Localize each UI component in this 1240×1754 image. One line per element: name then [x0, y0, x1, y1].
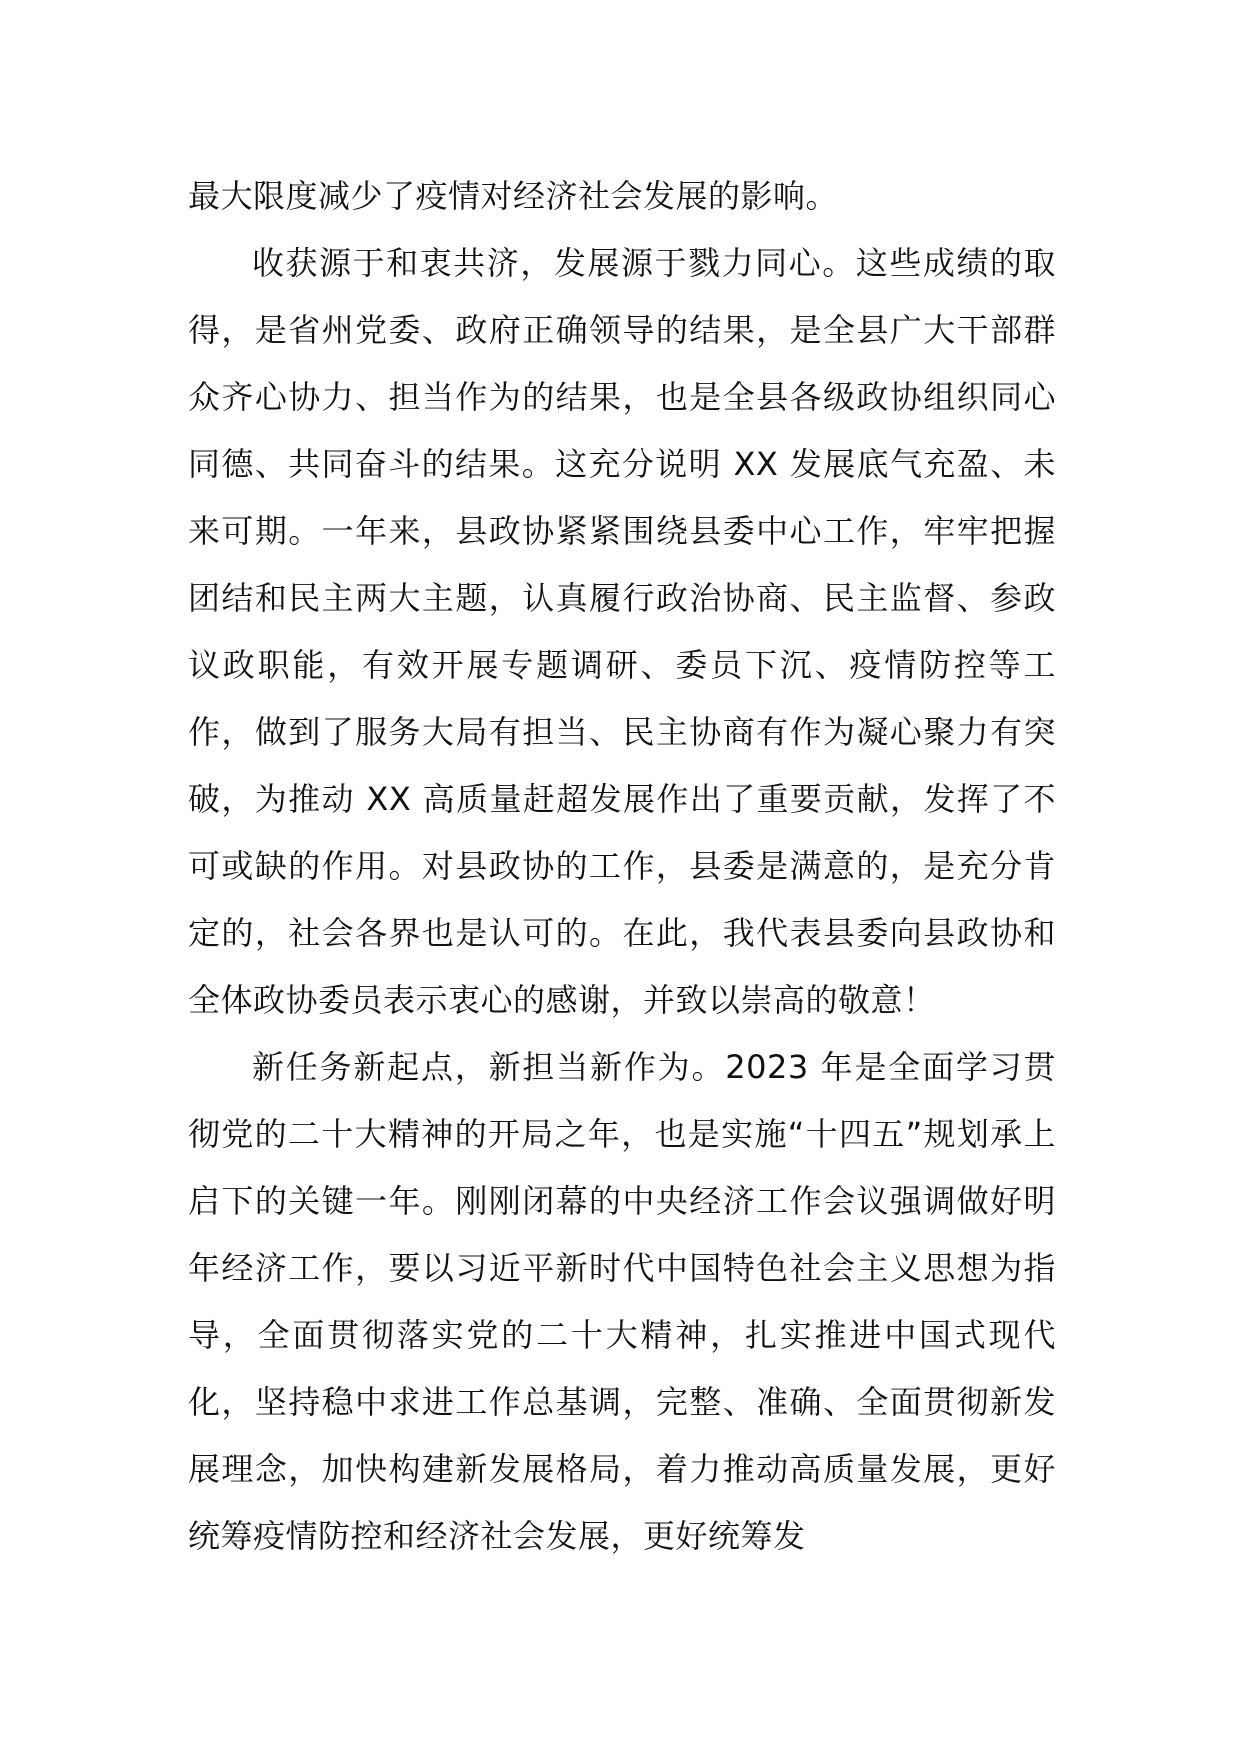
paragraph-achievements: 收获源于和衷共济，发展源于戮力同心。这些成绩的取得，是省州党委、政府正确领导的结果，是全县广大干部群众齐心协力、担当作为的结果，也是全县各级政协组织同心同德、共同奋斗的结果。这充分说明 XX 发展底气充盈、未来可期。一年来，县政协紧紧围绕县委中心工作，牢牢把握团结和民主两大主题，认真履行政治协商、民主监督、参政议政职能，有效开展专题调研、委员下沉、疫情防控等工作，做到了服务大局有担当、民主协商有作为凝心聚力有突破，为推动 XX 高质量赶超发展作出了重要贡献，发挥了不可或缺的作用。对县政协的工作，县委是满意的，是充分肯定的，社会各界也是认可的。在此，我代表县委向县政协和全体政协委员表示衷心的感谢，并致以崇高的敬意！: [188, 244, 1056, 1019]
body-text: [188, 163, 1056, 1570]
paragraph-new-tasks: 新任务新起点，新担当新作为。2023 年是全面学习贯彻党的二十大精神的开局之年，也是实施“十四五”规划承上启下的关键一年。刚刚闭幕的中央经济工作会议强调做好明年经济工作，要以习近平新时代中国特色社会主义思想为指导，全面贯彻落实党的二十大精神，扎实推进中国式现代化，坚持稳中求进工作总基调，完整、准确、全面贯彻新发展理念，加快构建新发展格局，着力推动高质量发展，更好统筹疫情防控和经济社会发展，更好统筹发: [188, 1048, 1056, 1555]
paragraph-continuation: 最大限度减少了疫情对经济社会发展的影响。: [188, 177, 839, 215]
